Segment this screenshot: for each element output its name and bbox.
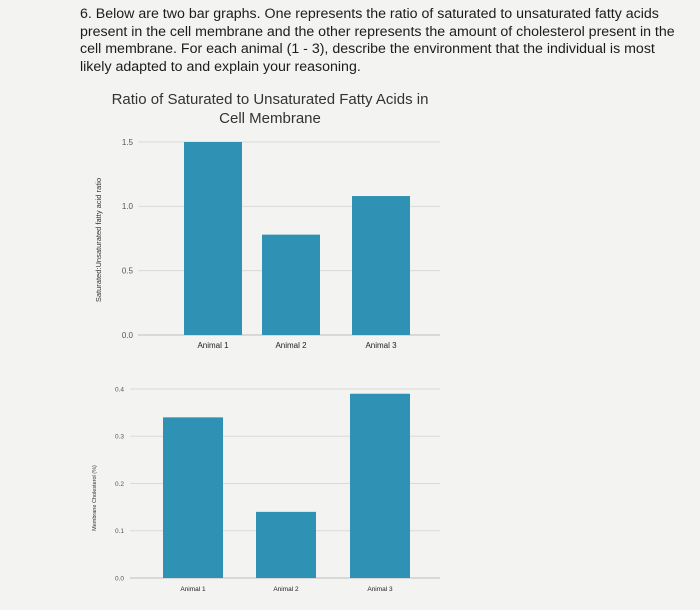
chart-2-y-tick-label: 0.1: [114, 528, 124, 536]
chart-2-category-label: Animal 3: [367, 586, 393, 593]
chart-2-bar-animal-2: [256, 512, 316, 578]
chart-1-y-tick-label: 0.5: [121, 266, 133, 276]
chart-1-title-line-2: Cell Membrane: [219, 110, 321, 127]
chart-2-bar-animal-1: [163, 417, 223, 578]
chart-2-y-tick-label: 0.4: [114, 386, 124, 394]
chart-2-bar-animal-3: [350, 394, 410, 578]
chart-1-bar-animal-2: [262, 235, 320, 335]
chart-1-category-label: Animal 2: [275, 341, 307, 350]
chart-1-y-axis-label: Saturated:Unsaturated fatty acid ratio: [94, 177, 103, 303]
chart-1-category-label: Animal 3: [365, 341, 397, 350]
chart-1-y-tick-label: 1.5: [121, 137, 133, 147]
chart-1-title-line-1: Ratio of Saturated to Unsaturated Fatty Acids in: [111, 91, 429, 108]
chart-1-y-tick-label: 1.0: [121, 202, 133, 212]
chart-2-y-tick-label: 0.3: [114, 433, 124, 441]
chart-1-y-tick-label: 0.0: [121, 330, 133, 340]
chart-1-bar-animal-1: [184, 142, 242, 335]
chart-1-bar-animal-3: [352, 196, 410, 335]
chart-1-category-label: Animal 1: [197, 341, 229, 350]
chart-2-y-tick-label: 0.0: [114, 575, 124, 583]
chart-2-category-label: Animal 2: [273, 586, 299, 593]
question-text: 6. Below are two bar graphs. One represents the ratio of saturated to unsaturated fatty acids present in the cell membrane and the other represents the amount of cholesterol present in the cell membrane. For each animal (1 - 3), describe the environment that the individual is most likely adapted to and explain your reasoning.: [80, 6, 675, 75]
chart-2-y-axis-label: Membrane Cholesterol (%): [92, 465, 98, 531]
chart-2-y-tick-label: 0.2: [114, 480, 124, 488]
chart-2-category-label: Animal 1: [180, 586, 206, 593]
